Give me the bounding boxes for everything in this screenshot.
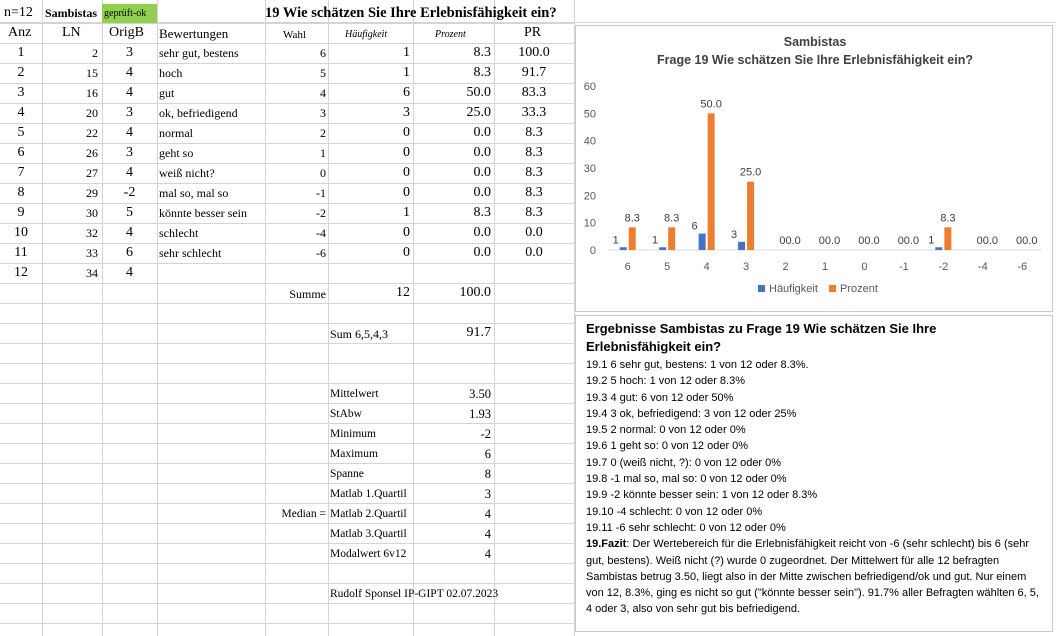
row-haeufigkeit: 0 bbox=[403, 225, 410, 240]
legend-swatch-haeufigkeit bbox=[758, 285, 765, 292]
row-haeufigkeit: 1 bbox=[403, 65, 410, 80]
row-haeufigkeit: 6 bbox=[403, 85, 410, 100]
x-tick-label: 3 bbox=[743, 261, 750, 273]
row-ln: 29 bbox=[86, 186, 98, 200]
row-bewertung: könnte besser sein bbox=[159, 206, 247, 220]
legend-swatch-prozent bbox=[829, 285, 836, 292]
footer-author: Rudolf Sponsel IP-GIPT 02.07.2023 bbox=[330, 588, 499, 600]
result-line: 19.4 3 ok, befriedigend: 3 von 12 oder 25% bbox=[586, 407, 797, 420]
results-fazit bbox=[586, 536, 1042, 617]
data-label-prozent: 00.0 bbox=[897, 235, 920, 247]
y-tick-label: 20 bbox=[583, 190, 596, 203]
row-haeufigkeit: 0 bbox=[403, 165, 410, 180]
data-label-prozent: 00.0 bbox=[818, 235, 841, 247]
grid-row-line bbox=[0, 23, 574, 24]
row-pr: 8.3 bbox=[525, 185, 543, 200]
data-label-prozent: 00.0 bbox=[858, 235, 880, 247]
row-anz: 11 bbox=[14, 245, 28, 260]
row-pr: 8.3 bbox=[525, 125, 543, 140]
data-label-haeufigkeit: 1 bbox=[652, 234, 659, 247]
bar-prozent bbox=[747, 182, 754, 250]
result-line: 19.3 4 gut: 6 von 12 oder 50% bbox=[586, 391, 734, 404]
row-prozent: 25.0 bbox=[466, 105, 491, 120]
results-lines bbox=[586, 357, 1042, 536]
row-ln: 34 bbox=[86, 266, 98, 280]
x-tick-label: -6 bbox=[1017, 261, 1028, 273]
bar-prozent bbox=[944, 227, 951, 250]
grid-col-line bbox=[157, 0, 158, 636]
row-anz: 6 bbox=[17, 145, 25, 160]
row-ln: 27 bbox=[86, 166, 98, 180]
stat-label: Maximum bbox=[330, 448, 378, 460]
data-label-haeufigkeit: 6 bbox=[691, 220, 698, 233]
group-name: Sambistas bbox=[45, 6, 98, 20]
sum-6543-label: Sum 6,5,4,3 bbox=[330, 327, 389, 341]
col-haeufigkeit: Häufigkeit bbox=[345, 29, 388, 40]
row-ln: 20 bbox=[86, 106, 98, 120]
n-count: n=12 bbox=[4, 5, 33, 20]
row-anz: 4 bbox=[17, 105, 25, 120]
row-anz: 12 bbox=[14, 265, 28, 280]
row-pr: 91.7 bbox=[521, 65, 547, 80]
row-wahl: -1 bbox=[316, 186, 326, 200]
grid-row-line bbox=[0, 343, 574, 344]
data-label-haeufigkeit: 1 bbox=[612, 234, 619, 247]
row-pr: 83.3 bbox=[521, 85, 547, 100]
x-tick-label: -2 bbox=[938, 261, 949, 273]
x-tick-label: 6 bbox=[624, 261, 631, 273]
stat-label: Minimum bbox=[330, 428, 377, 440]
stat-value: -2 bbox=[480, 427, 491, 441]
summe-label: Summe bbox=[289, 287, 326, 301]
row-wahl: 4 bbox=[320, 86, 326, 100]
row-anz: 3 bbox=[17, 85, 25, 100]
row-origb: 4 bbox=[126, 225, 133, 240]
result-line: 19.11 -6 sehr schlecht: 0 von 12 oder 0% bbox=[586, 521, 786, 534]
grid-col-line bbox=[413, 0, 414, 636]
row-pr: 8.3 bbox=[525, 145, 543, 160]
row-wahl: 1 bbox=[320, 146, 326, 160]
sum-6543-value: 91.7 bbox=[466, 325, 491, 340]
row-origb: 4 bbox=[126, 85, 133, 100]
stat-value: 3.50 bbox=[469, 387, 491, 401]
row-prozent: 0.0 bbox=[473, 165, 491, 180]
fazit-text: : Der Wertebereich für die Erlebnisfähigkeit reicht von -6 (sehr schlecht) bis 6 (sehr gut, bestens). Weiß nicht (?) wurde 0 zugeordnet. Der Mittelwert für alle 12 befragten Sambistas betrug 3.50, liegt also in der Mitte zwischen befriedigend/ok und gut. Nur einem von 12, 8.3%, ging es nicht so gut ("könnte besser sein"). 91.7% aller Befragten wählten 6, 5, 4 oder 3, also von sehr gut bis befriedigend. bbox=[586, 538, 1039, 616]
row-haeufigkeit: 0 bbox=[403, 125, 410, 140]
row-bewertung: mal so, mal so bbox=[159, 186, 229, 200]
result-line: 19.8 -1 mal so, mal so: 0 von 12 oder 0% bbox=[586, 473, 787, 486]
row-haeufigkeit: 1 bbox=[403, 205, 410, 220]
col-wahl: Wahl bbox=[283, 29, 306, 41]
grid-col-line bbox=[328, 0, 329, 636]
data-label-prozent: 00.0 bbox=[1016, 235, 1038, 247]
row-bewertung: sehr gut, bestens bbox=[159, 46, 239, 60]
data-label-haeufigkeit: 3 bbox=[730, 228, 738, 241]
row-anz: 10 bbox=[14, 225, 28, 240]
summe-prozent: 100.0 bbox=[459, 285, 491, 300]
row-origb: 3 bbox=[126, 105, 133, 120]
x-tick-label: 1 bbox=[821, 261, 829, 273]
stat-value: 4 bbox=[484, 547, 491, 561]
result-line: 19.10 -4 schlecht: 0 von 12 oder 0% bbox=[586, 505, 763, 518]
row-prozent: 0.0 bbox=[473, 145, 491, 160]
stat-value: 4 bbox=[484, 527, 491, 541]
col-prozent: Prozent bbox=[435, 29, 466, 40]
chart-title: Sambistas bbox=[783, 35, 847, 49]
row-haeufigkeit: 0 bbox=[403, 245, 410, 260]
row-prozent: 8.3 bbox=[473, 205, 491, 220]
y-tick-label: 60 bbox=[583, 81, 596, 93]
row-prozent: 0.0 bbox=[473, 125, 491, 140]
row-ln: 2 bbox=[92, 46, 98, 60]
row-origb: 6 bbox=[126, 245, 133, 260]
result-line: 19.2 5 hoch: 1 von 12 oder 8.3% bbox=[586, 375, 746, 388]
results-textbox[interactable] bbox=[575, 315, 1053, 632]
row-wahl: 2 bbox=[320, 126, 326, 140]
row-anz: 8 bbox=[17, 185, 25, 200]
row-origb: 4 bbox=[126, 125, 133, 140]
question-title: 19 Wie schätzen Sie Ihre Erlebnisfähigkeit ein? bbox=[265, 5, 557, 21]
row-pr: 0.0 bbox=[525, 225, 543, 240]
row-bewertung: geht so bbox=[159, 146, 194, 160]
bar-haeufigkeit bbox=[935, 247, 942, 250]
col-origb: OrigB bbox=[109, 25, 144, 40]
data-label-prozent: 50.0 bbox=[700, 98, 722, 111]
row-prozent: 50.0 bbox=[466, 85, 491, 100]
row-origb: 3 bbox=[126, 45, 133, 60]
row-bewertung: weiß nicht? bbox=[159, 166, 215, 180]
col-ln: LN bbox=[62, 25, 81, 40]
row-origb: 4 bbox=[126, 65, 133, 80]
row-origb: -2 bbox=[123, 185, 136, 200]
row-prozent: 0.0 bbox=[473, 185, 491, 200]
row-ln: 16 bbox=[86, 86, 98, 100]
row-origb: 4 bbox=[126, 165, 133, 180]
bar-chart bbox=[576, 26, 1052, 311]
row-prozent: 0.0 bbox=[473, 225, 491, 240]
row-pr: 8.3 bbox=[525, 205, 543, 220]
y-tick-label: 50 bbox=[583, 108, 596, 121]
row-bewertung: ok, befriedigend bbox=[159, 106, 238, 120]
row-anz: 1 bbox=[17, 45, 25, 60]
row-wahl: -6 bbox=[316, 246, 326, 260]
bar-haeufigkeit bbox=[738, 242, 745, 250]
x-tick-label: 5 bbox=[664, 261, 671, 273]
data-label-prozent: 25.0 bbox=[739, 166, 762, 179]
bar-prozent bbox=[708, 113, 715, 250]
bar-haeufigkeit bbox=[659, 247, 666, 250]
chart-subtitle: Frage 19 Wie schätzen Sie Ihre Erlebnisfähigkeit ein? bbox=[657, 53, 973, 67]
row-wahl: -4 bbox=[316, 226, 326, 240]
x-tick-label: 0 bbox=[861, 261, 868, 273]
stat-label: Spanne bbox=[330, 468, 364, 480]
data-label-prozent: 00.0 bbox=[976, 235, 999, 247]
row-bewertung: gut bbox=[159, 86, 175, 100]
result-line: 19.6 1 geht so: 0 von 12 oder 0% bbox=[586, 440, 749, 453]
row-bewertung: normal bbox=[159, 126, 193, 140]
x-tick-label: 4 bbox=[703, 261, 710, 273]
row-wahl: 5 bbox=[320, 66, 326, 80]
result-line: 19.5 2 normal: 0 von 12 oder 0% bbox=[586, 424, 746, 437]
row-wahl: 6 bbox=[320, 46, 326, 60]
stat-value: 6 bbox=[484, 447, 491, 461]
bar-prozent bbox=[629, 227, 636, 250]
row-haeufigkeit: 1 bbox=[403, 45, 410, 60]
row-anz: 2 bbox=[17, 65, 25, 80]
data-label-prozent: 8.3 bbox=[624, 212, 640, 225]
result-line: 19.7 0 (weiß nicht, ?): 0 von 12 oder 0% bbox=[586, 456, 782, 469]
data-label-prozent: 00.0 bbox=[779, 235, 801, 247]
data-label-prozent: 8.3 bbox=[940, 212, 956, 225]
y-tick-label: 0 bbox=[589, 245, 596, 257]
y-tick-label: 40 bbox=[583, 135, 596, 148]
stat-value: 8 bbox=[484, 467, 491, 481]
fazit-label: 19.Fazit bbox=[586, 538, 627, 551]
stat-label: Matlab 3.Quartil bbox=[330, 528, 407, 540]
stat-value: 4 bbox=[484, 507, 491, 521]
row-prozent: 8.3 bbox=[473, 45, 491, 60]
stat-value: 3 bbox=[484, 487, 491, 501]
row-ln: 30 bbox=[86, 206, 98, 220]
data-label-prozent: 8.3 bbox=[664, 212, 680, 225]
row-ln: 22 bbox=[86, 126, 98, 140]
row-bewertung: schlecht bbox=[159, 226, 199, 240]
summe-haeufigkeit: 12 bbox=[396, 285, 410, 300]
grid-row-line bbox=[0, 363, 574, 364]
x-tick-label: -4 bbox=[977, 261, 988, 273]
row-anz: 5 bbox=[17, 125, 25, 140]
row-origb: 4 bbox=[126, 265, 133, 280]
row-anz: 9 bbox=[17, 205, 25, 220]
legend-haeufigkeit: Häufigkeit bbox=[769, 283, 818, 295]
row-bewertung: sehr schlecht bbox=[159, 246, 222, 260]
row-ln: 26 bbox=[86, 146, 98, 160]
stat-label: Matlab 2.Quartil bbox=[330, 508, 407, 520]
stat-label: Modalwert 6v12 bbox=[330, 548, 407, 560]
row-ln: 15 bbox=[86, 66, 98, 80]
y-tick-label: 30 bbox=[583, 163, 596, 175]
data-label-haeufigkeit: 1 bbox=[928, 234, 935, 247]
result-line: 19.1 6 sehr gut, bestens: 1 von 12 oder 8.3%. bbox=[586, 359, 809, 371]
row-prozent: 0.0 bbox=[473, 245, 491, 260]
chart-panel[interactable] bbox=[575, 25, 1053, 312]
row-haeufigkeit: 0 bbox=[403, 145, 410, 160]
legend-prozent: Prozent bbox=[840, 283, 878, 295]
bar-haeufigkeit bbox=[699, 234, 706, 250]
x-tick-label: 2 bbox=[782, 261, 789, 273]
row-ln: 32 bbox=[86, 226, 98, 240]
row-pr: 0.0 bbox=[525, 245, 543, 260]
row-origb: 5 bbox=[126, 205, 133, 220]
stat-label: StAbw bbox=[330, 408, 362, 420]
median-label: Median = bbox=[281, 508, 326, 520]
stat-label: Mittelwert bbox=[330, 388, 379, 400]
row-wahl: 0 bbox=[320, 166, 326, 180]
row-ln: 33 bbox=[86, 246, 98, 260]
row-pr: 8.3 bbox=[525, 165, 543, 180]
row-haeufigkeit: 0 bbox=[403, 185, 410, 200]
row-pr: 33.3 bbox=[521, 105, 547, 120]
row-wahl: 3 bbox=[320, 106, 326, 120]
stat-label: Matlab 1.Quartil bbox=[330, 488, 407, 500]
row-anz: 7 bbox=[17, 165, 25, 180]
col-pr: PR bbox=[524, 25, 542, 40]
row-haeufigkeit: 3 bbox=[403, 105, 410, 120]
row-wahl: -2 bbox=[316, 206, 326, 220]
row-prozent: 8.3 bbox=[473, 65, 491, 80]
bar-prozent bbox=[668, 227, 675, 250]
row-origb: 3 bbox=[126, 145, 133, 160]
col-bewertungen: Bewertungen bbox=[159, 26, 229, 41]
stat-value: 1.93 bbox=[469, 407, 491, 421]
x-tick-label: -1 bbox=[899, 261, 909, 273]
y-tick-label: 10 bbox=[583, 217, 596, 230]
grid-row-line bbox=[0, 623, 574, 624]
results-heading: Ergebnisse Sambistas zu Frage 19 Wie schätzen Sie Ihre Erlebnisfähigkeit ein? bbox=[586, 321, 937, 354]
row-bewertung: hoch bbox=[159, 66, 183, 80]
col-anz: Anz bbox=[8, 25, 32, 40]
status-badge: geprüft-ok bbox=[102, 4, 157, 23]
row-pr: 100.0 bbox=[518, 45, 550, 60]
bar-haeufigkeit bbox=[620, 247, 627, 250]
result-line: 19.9 -2 könnte besser sein: 1 von 12 oder 8.3% bbox=[586, 489, 818, 502]
